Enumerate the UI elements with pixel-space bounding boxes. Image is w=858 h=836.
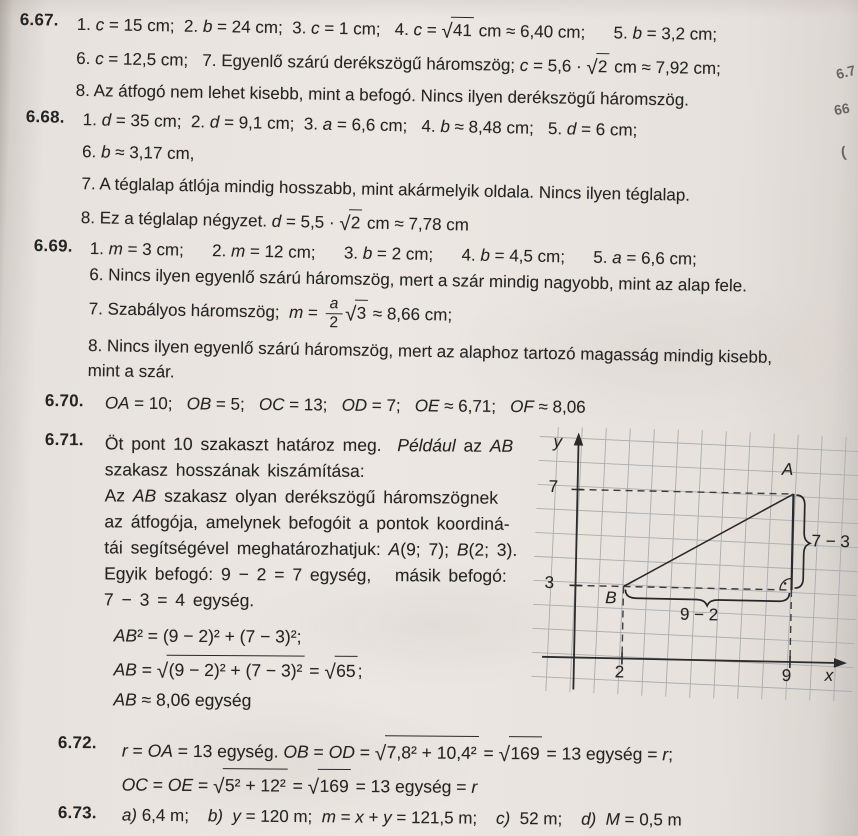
solution-6-67 bbox=[18, 10, 721, 121]
problem-number: 6.70. bbox=[44, 391, 84, 411]
point-label-a: A bbox=[781, 459, 794, 480]
point-label-b: B bbox=[605, 588, 617, 608]
text-line: 6. Nincs ilyen egyenlő szárú háromszög, mert a szár mindig nagyobb, mint az alap fele. bbox=[89, 264, 748, 296]
text-line: 1. d = 35 cm; 2. d = 9,1 cm; 3. a = 6,6 cm; 4. b ≈ 8,48 cm; 5. d = 6 cm; bbox=[82, 110, 638, 140]
problem-number: 6.72. bbox=[57, 733, 97, 753]
text-line: 8. Az átfogó nem lehet kisebb, mint a befogó. Nincs ilyen derékszögű háromszög. bbox=[75, 80, 690, 110]
problem-number: 6.67. bbox=[19, 10, 59, 30]
text-line: Egyik befogó: 9 − 2 = 7 egység, másik befogó: bbox=[104, 563, 507, 586]
text-line: AB = √(9 − 2)² + (7 − 3)² = √65 ; bbox=[113, 654, 516, 684]
text-line: r = OA = 13 egység. OB = OD = √7,8² + 10,4² = √169 = 13 egység = r; bbox=[122, 733, 673, 769]
text-line: OC = OE = √5² + 12² = √169 = 13 egység = r bbox=[122, 767, 673, 803]
solution-6-70 bbox=[45, 391, 586, 419]
problem-number: 6.68. bbox=[25, 107, 65, 127]
vertical-leg bbox=[791, 494, 793, 590]
problem-number: 6.69. bbox=[33, 236, 73, 256]
text-line: AB ≈ 8,06 egység bbox=[113, 689, 252, 711]
page-bleed-text: 6.7 bbox=[834, 61, 858, 83]
page-bleed-text: 66 bbox=[832, 99, 851, 119]
grid-plot-svg bbox=[531, 427, 858, 702]
text-line: az átfogója, amelynek befogóit a pontok koordiná- bbox=[104, 511, 510, 534]
text-line: mint a szár. bbox=[87, 360, 175, 382]
solution-6-68 bbox=[24, 107, 692, 250]
text-line: OA = 10; OB = 5; OC = 13; OD = 7; OE ≈ 6,71; OF ≈ 8,06 bbox=[104, 393, 586, 417]
x-axis-line bbox=[542, 657, 838, 663]
text-line: 6. b ≈ 3,17 cm, bbox=[81, 142, 195, 164]
problem-number: 6.71. bbox=[44, 430, 84, 450]
solution-6-73 bbox=[58, 803, 682, 831]
text-line: 8. Nincs ilyen egyenlő szárú háromszög, mert az alaphoz tartozó magasság mindig kisebb, bbox=[87, 335, 773, 367]
vertical-leg-length-label: 7 − 3 bbox=[811, 531, 850, 552]
problem-number: 6.73. bbox=[57, 803, 97, 823]
coordinate-diagram bbox=[531, 427, 858, 702]
text-line: 8. Ez a téglalap négyzet. d = 5,5 · √2 cm ≈ 7,78 cm bbox=[80, 208, 470, 235]
page-bleed-text: ( bbox=[839, 143, 848, 162]
solution-6-69 bbox=[31, 236, 774, 393]
solution-text bbox=[81, 108, 692, 241]
axis-arrowheads bbox=[569, 432, 852, 668]
text-line: szakasz hosszának kiszámítása: bbox=[104, 459, 365, 481]
horizontal-leg-length-label: 9 − 2 bbox=[679, 604, 719, 625]
solution-6-71 bbox=[43, 430, 518, 715]
solution-text bbox=[103, 430, 518, 715]
text-line: 7. Szabályos háromszög; m = $\frac{a}{2}$ √3 ≈ 8,66 cm; bbox=[88, 295, 453, 332]
y-tick-label-3: 3 bbox=[544, 572, 555, 593]
text-line: 6. c = 12,5 cm; 7. Egyenlő szárú derékszögű háromszög; c = 5,6 · √2 cm ≈ 7,92 cm; bbox=[76, 48, 721, 79]
right-angle-marker bbox=[780, 578, 792, 590]
text-line: a) 6,4 m; b) y = 120 m; m = x + y = 121,5 m; c) 52 m; d) M = 0,5 m bbox=[121, 805, 682, 830]
x-tick-label-9: 9 bbox=[781, 665, 792, 686]
text-line: Az AB szakasz olyan derékszögű háromszögnek bbox=[104, 485, 499, 508]
brace-vertical-leg bbox=[795, 495, 811, 588]
x-tick-label-2: 2 bbox=[614, 662, 625, 682]
solution-6-72 bbox=[58, 733, 674, 805]
text-line: 7. A téglalap átlója mindig hosszabb, mint akármelyik oldala. Nincs ilyen téglalap. bbox=[81, 174, 691, 205]
text-line: AB² = (9 − 2)² + (7 − 3)²; bbox=[113, 625, 302, 647]
text-line: 7 − 3 = 4 egység. bbox=[103, 589, 255, 611]
solution-text bbox=[122, 733, 674, 803]
solution-text bbox=[105, 392, 586, 419]
solution-text bbox=[76, 11, 722, 112]
text-line: 1. c = 15 cm; 2. b = 24 cm; 3. c = 1 cm; 4. c = √41 cm ≈ 6,40 cm; 5. b = 3,2 cm; bbox=[76, 14, 718, 44]
y-tick-label-7: 7 bbox=[548, 476, 559, 497]
y-axis-label: y bbox=[553, 431, 563, 452]
solution-text bbox=[122, 804, 682, 832]
text-line: Öt pont 10 szakaszt határoz meg. Például az AB bbox=[104, 433, 514, 456]
text-line: tái segítségével meghatározhatjuk: A(9; 7); B(2; 3). bbox=[104, 537, 518, 560]
solution-text bbox=[87, 237, 774, 393]
y-axis-line bbox=[573, 442, 578, 690]
text-line: 1. m = 3 cm; 2. m = 12 cm; 3. b = 2 cm; 4. b = 4,5 cm; 5. a = 6,6 cm; bbox=[89, 238, 698, 269]
x-axis-label: x bbox=[824, 665, 834, 685]
